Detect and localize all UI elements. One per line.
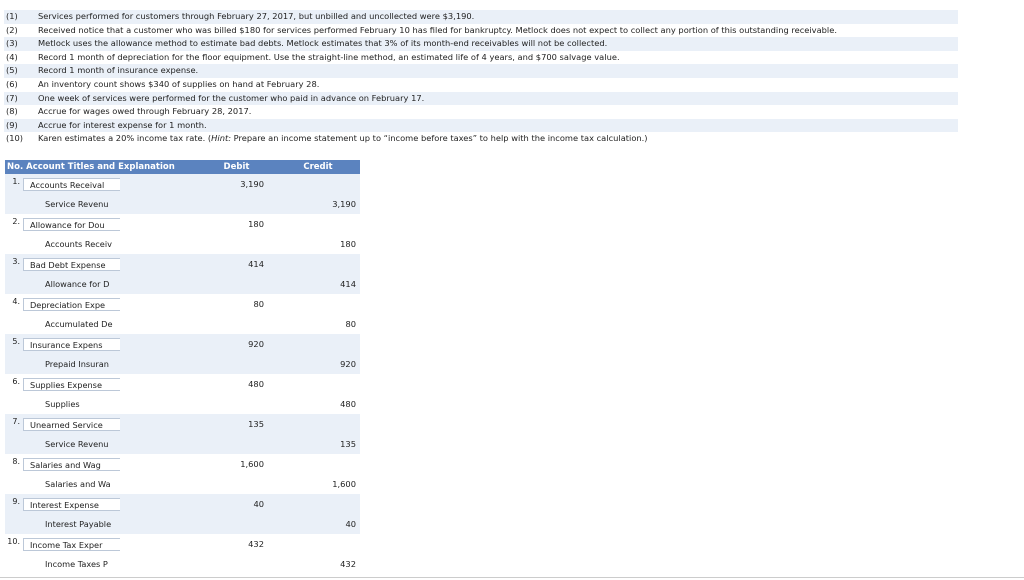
- instruction-item: [4, 10, 958, 24]
- entry-number-blank: [5, 474, 23, 477]
- instruction-number: (2): [6, 24, 18, 35]
- instruction-number: (1): [6, 11, 18, 21]
- table-row: [5, 394, 360, 414]
- credit-amount[interactable]: 432: [340, 559, 356, 569]
- instructions-list: [4, 10, 958, 146]
- instruction-number: (6): [6, 78, 18, 89]
- debit-amount[interactable]: 432: [248, 539, 264, 549]
- instruction-text: Record 1 month of insurance expense.: [38, 65, 199, 76]
- table-row: [5, 294, 360, 314]
- entry-number: 3.: [12, 257, 20, 266]
- instruction-item: [4, 78, 958, 92]
- table-row: [5, 334, 360, 354]
- instruction-text: Accrue for wages owed through February 28, 2017.: [38, 106, 252, 117]
- instruction-item: [4, 51, 958, 65]
- credit-amount[interactable]: 80: [345, 319, 356, 329]
- credit-amount[interactable]: 40: [345, 519, 356, 529]
- instruction-item: [4, 24, 958, 38]
- table-row: [5, 474, 360, 494]
- instruction-number: (8): [6, 106, 18, 117]
- entry-number: 7.: [12, 417, 20, 426]
- credit-account-input[interactable]: Salaries and Wa: [45, 478, 111, 489]
- debit-amount[interactable]: 80: [253, 299, 264, 309]
- instruction-number: (4): [6, 51, 18, 62]
- debit-account-input[interactable]: Interest Expense: [23, 498, 120, 511]
- debit-account-input[interactable]: Insurance Expens: [23, 338, 120, 351]
- table-row: [5, 414, 360, 434]
- entry-number-blank: [5, 554, 23, 557]
- instruction-text: Services performed for customers through February 27, 2017, but unbilled and uncollected were $3,190.: [38, 11, 475, 21]
- table-row: [5, 194, 360, 214]
- table-row: [5, 434, 360, 454]
- table-row: [5, 374, 360, 394]
- credit-amount[interactable]: 1,600: [332, 479, 356, 489]
- instruction-text: Metlock uses the allowance method to estimate bad debts. Metlock estimates that 3% of its month-end receivables will not be collected.: [38, 38, 608, 49]
- debit-amount[interactable]: 480: [248, 379, 264, 389]
- entry-number: 1.: [12, 177, 20, 186]
- credit-account-input[interactable]: Allowance for D: [45, 278, 110, 289]
- debit-account-input[interactable]: Accounts Receival: [23, 178, 120, 191]
- instruction-item: [4, 132, 958, 146]
- debit-amount[interactable]: 920: [248, 339, 264, 349]
- entry-number-blank: [5, 354, 23, 357]
- entry-number: 5.: [12, 337, 20, 346]
- instruction-item: [4, 37, 958, 51]
- credit-account-input[interactable]: Income Taxes P: [45, 558, 108, 569]
- credit-amount[interactable]: 920: [340, 359, 356, 369]
- table-row: [5, 494, 360, 514]
- debit-account-input[interactable]: Depreciation Expe: [23, 298, 120, 311]
- table-row: [5, 174, 360, 194]
- entry-number-blank: [5, 194, 23, 197]
- instruction-number: (5): [6, 65, 18, 76]
- instruction-text: An inventory count shows $340 of supplies on hand at February 28.: [38, 78, 320, 89]
- instruction-number: (9): [6, 119, 18, 130]
- entry-number: 6.: [12, 377, 20, 386]
- credit-amount[interactable]: 135: [340, 439, 356, 449]
- table-row: [5, 354, 360, 374]
- table-row: [5, 314, 360, 334]
- table-row: [5, 514, 360, 534]
- entry-number-blank: [5, 234, 23, 237]
- instruction-text: Record 1 month of depreciation for the floor equipment. Use the straight-line method, an estimated life of 4 years, and $700 salvage value.: [38, 51, 620, 62]
- hint-label: Hint:: [211, 133, 232, 144]
- entry-number: 9.: [12, 497, 20, 506]
- table-row: [5, 534, 360, 554]
- table-row: [5, 234, 360, 254]
- instruction-number: (10): [6, 133, 24, 144]
- entry-number: 2.: [12, 217, 20, 226]
- table-row: [5, 254, 360, 274]
- debit-account-input[interactable]: Unearned Service: [23, 418, 120, 431]
- entry-number-blank: [5, 434, 23, 437]
- entry-number: 10.: [7, 537, 20, 546]
- instruction-text: Accrue for interest expense for 1 month.: [38, 119, 207, 130]
- instruction-text: One week of services were performed for the customer who paid in advance on February 17.: [38, 92, 425, 103]
- instruction-number: (3): [6, 38, 18, 49]
- table-row: [5, 214, 360, 234]
- credit-account-input[interactable]: Service Revenu: [45, 198, 109, 209]
- instruction-text: Received notice that a customer who was billed $180 for services performed February 10 has filed for bankruptcy. Metlock does not expect to collect any portion of this outstanding receivable.: [38, 24, 837, 35]
- credit-account-input[interactable]: Interest Payable: [45, 518, 112, 529]
- credit-amount[interactable]: 480: [340, 399, 356, 409]
- debit-account-input[interactable]: Income Tax Exper: [23, 538, 120, 551]
- credit-amount[interactable]: 180: [340, 239, 356, 249]
- instruction-item: [4, 64, 958, 78]
- debit-amount[interactable]: 3,190: [240, 179, 264, 189]
- table-body: [5, 174, 360, 574]
- entry-number-blank: [5, 274, 23, 277]
- instruction-text-before: Karen estimates a 20% income tax rate. (: [38, 133, 212, 144]
- table-row: [5, 274, 360, 294]
- debit-account-input[interactable]: Bad Debt Expense: [23, 258, 120, 271]
- instruction-number: (7): [6, 92, 18, 103]
- table-header: [5, 160, 360, 174]
- credit-account-input[interactable]: Service Revenu: [45, 438, 109, 449]
- table-row: [5, 554, 360, 574]
- journal-entry-table: [5, 160, 360, 574]
- debit-account-input[interactable]: Allowance for Dou: [23, 218, 120, 231]
- entry-number-blank: [5, 394, 23, 397]
- instruction-text-after: Prepare an income statement up to “income before taxes” to help with the income tax calculation.): [231, 133, 648, 144]
- credit-amount[interactable]: 414: [340, 279, 356, 289]
- debit-amount[interactable]: 1,600: [240, 459, 264, 469]
- credit-amount[interactable]: 3,190: [332, 199, 356, 209]
- divider: [0, 577, 1024, 578]
- header-account: No. Account Titles and Explanation: [7, 162, 175, 172]
- instruction-item: [4, 105, 958, 119]
- debit-amount[interactable]: 40: [253, 499, 264, 509]
- entry-number-blank: [5, 314, 23, 317]
- instruction-item: [4, 119, 958, 133]
- debit-amount[interactable]: 414: [248, 259, 264, 269]
- header-debit: Debit: [223, 162, 250, 172]
- debit-account-input[interactable]: Supplies Expense: [23, 378, 120, 391]
- instruction-item: [4, 92, 958, 106]
- table-row: [5, 454, 360, 474]
- credit-account-input[interactable]: Prepaid Insuran: [45, 358, 109, 369]
- header-credit: Credit: [303, 162, 333, 172]
- debit-account-input[interactable]: Salaries and Wag: [23, 458, 120, 471]
- credit-account-input[interactable]: Supplies: [45, 398, 80, 409]
- debit-amount[interactable]: 135: [248, 419, 264, 429]
- entry-number: 4.: [12, 297, 20, 306]
- entry-number-blank: [5, 514, 23, 517]
- credit-account-input[interactable]: Accounts Receiv: [45, 238, 112, 249]
- instruction-text: [38, 132, 958, 146]
- debit-amount[interactable]: 180: [248, 219, 264, 229]
- entry-number: 8.: [12, 457, 20, 466]
- credit-account-input[interactable]: Accumulated De: [45, 318, 113, 329]
